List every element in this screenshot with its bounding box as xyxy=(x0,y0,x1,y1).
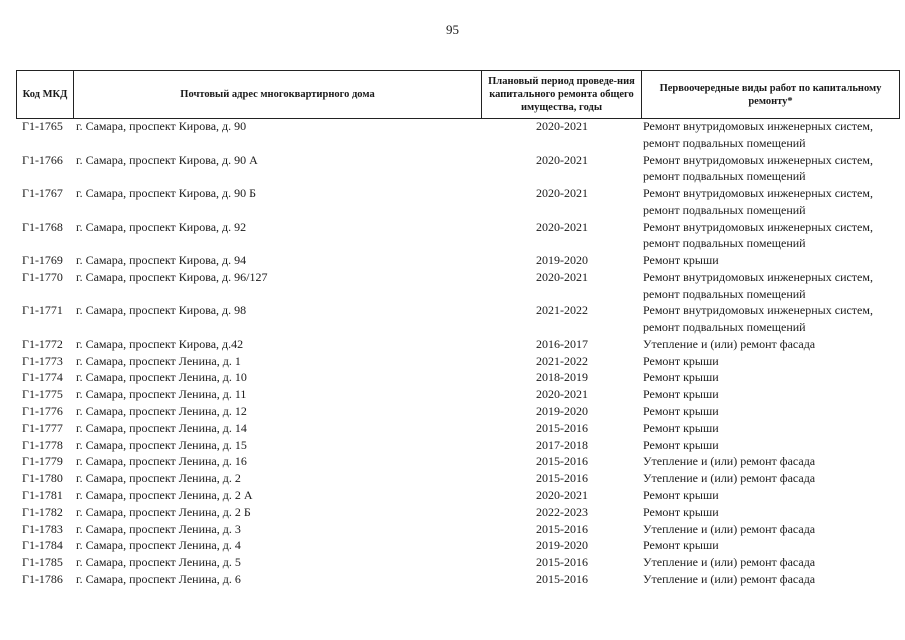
page-number: 95 xyxy=(446,22,459,37)
cell-code: Г1-1771 xyxy=(22,303,63,318)
cell-period: 2015-2016 xyxy=(536,454,588,469)
cell-address: г. Самара, проспект Ленина, д. 5 xyxy=(76,555,241,570)
cell-works: Утепление и (или) ремонт фасада xyxy=(643,555,816,570)
table-row xyxy=(0,219,905,253)
table-row xyxy=(0,554,905,571)
header-code: Код МКД xyxy=(16,71,73,118)
cell-period: 2020-2021 xyxy=(536,186,588,200)
cell-works: Ремонт крыши xyxy=(643,437,719,452)
cell-code: Г1-1779 xyxy=(22,454,63,469)
table-row xyxy=(0,118,905,152)
cell-works: Ремонт крыши xyxy=(643,403,719,418)
cell-address: г. Самара, проспект Ленина, д. 4 xyxy=(76,538,241,553)
cell-period: 2020-2021 xyxy=(536,152,588,167)
cell-works: Ремонт внутридомовых инженерных систем, ремонт подвальных помещений xyxy=(643,152,873,184)
cell-period: 2021-2022 xyxy=(536,303,588,318)
cell-code: Г1-1778 xyxy=(22,437,63,452)
table-row xyxy=(0,504,905,521)
cell-address: г. Самара, проспект Ленина, д. 16 xyxy=(76,454,247,469)
cell-period: 2015-2016 xyxy=(536,555,588,570)
cell-period: 2019-2020 xyxy=(536,403,588,418)
table-row xyxy=(0,487,905,504)
cell-code: Г1-1784 xyxy=(22,538,63,553)
cell-code: Г1-1767 xyxy=(22,186,63,200)
cell-address: г. Самара, проспект Ленина, д. 1 xyxy=(76,353,241,368)
cell-works: Ремонт внутридомовых инженерных систем, ремонт подвальных помещений xyxy=(643,186,873,217)
table-row xyxy=(0,302,905,336)
cell-works: Ремонт крыши xyxy=(643,387,719,402)
cell-period: 2020-2021 xyxy=(536,487,588,502)
header-period: Плановый период проведе-ния капитального ремонта общего имущества, годы xyxy=(481,71,641,118)
cell-period: 2015-2016 xyxy=(536,521,588,536)
cell-address: г. Самара, проспект Ленина, д. 14 xyxy=(76,420,247,435)
cell-code: Г1-1769 xyxy=(22,253,63,267)
table-row xyxy=(0,336,905,353)
cell-address: г. Самара, проспект Ленина, д. 12 xyxy=(76,403,247,418)
cell-address: г. Самара, проспект Ленина, д. 10 xyxy=(76,370,247,385)
table-row xyxy=(0,571,905,588)
cell-works: Ремонт крыши xyxy=(643,353,719,368)
cell-period: 2019-2020 xyxy=(536,253,588,267)
cell-code: Г1-1773 xyxy=(22,353,63,368)
cell-works: Ремонт крыши xyxy=(643,504,719,519)
cell-address: г. Самара, проспект Ленина, д. 2 Б xyxy=(76,504,251,519)
cell-address: г. Самара, проспект Кирова, д. 96/127 xyxy=(76,269,268,284)
cell-works: Утепление и (или) ремонт фасада xyxy=(643,454,816,469)
table-row xyxy=(0,185,905,219)
cell-code: Г1-1780 xyxy=(22,471,63,486)
cell-works: Ремонт внутридомовых инженерных систем, ремонт подвальных помещений xyxy=(643,303,873,335)
cell-period: 2017-2018 xyxy=(536,437,588,452)
cell-address: г. Самара, проспект Кирова, д. 90 А xyxy=(76,152,258,167)
cell-code: Г1-1782 xyxy=(22,504,63,519)
cell-code: Г1-1781 xyxy=(22,487,63,502)
cell-address: г. Самара, проспект Кирова, д. 92 xyxy=(76,219,247,234)
cell-address: г. Самара, проспект Кирова, д. 98 xyxy=(76,303,247,318)
cell-address: г. Самара, проспект Ленина, д. 2 xyxy=(76,471,241,486)
cell-address: г. Самара, проспект Ленина, д. 6 xyxy=(76,571,241,586)
cell-code: Г1-1786 xyxy=(22,571,63,586)
cell-address: г. Самара, проспект Кирова, д. 94 xyxy=(76,253,247,267)
table-row xyxy=(0,420,905,437)
table-row xyxy=(0,369,905,386)
cell-code: Г1-1765 xyxy=(22,119,63,133)
cell-works: Ремонт крыши xyxy=(643,487,719,502)
cell-code: Г1-1777 xyxy=(22,420,63,435)
table-row xyxy=(0,470,905,487)
cell-works: Ремонт крыши xyxy=(643,420,719,435)
cell-period: 2015-2016 xyxy=(536,571,588,586)
cell-address: г. Самара, проспект Ленина, д. 2 А xyxy=(76,487,253,502)
table-body xyxy=(0,118,905,588)
header-address: Почтовый адрес многоквартирного дома xyxy=(73,71,481,118)
cell-period: 2022-2023 xyxy=(536,504,588,519)
table-header xyxy=(16,70,900,119)
table-row xyxy=(0,252,905,269)
cell-works: Ремонт внутридомовых инженерных систем, ремонт подвальных помещений xyxy=(643,219,873,251)
cell-period: 2015-2016 xyxy=(536,471,588,486)
cell-works: Ремонт крыши xyxy=(643,253,719,267)
cell-code: Г1-1774 xyxy=(22,370,63,385)
cell-code: Г1-1768 xyxy=(22,219,63,234)
cell-works: Утепление и (или) ремонт фасада xyxy=(643,336,816,351)
cell-period: 2020-2021 xyxy=(536,387,588,402)
cell-period: 2015-2016 xyxy=(536,420,588,435)
header-works: Первоочередные виды работ по капитальному ремонту* xyxy=(641,71,900,118)
cell-works: Утепление и (или) ремонт фасада xyxy=(643,521,816,536)
cell-period: 2018-2019 xyxy=(536,370,588,385)
table-row xyxy=(0,386,905,403)
cell-period: 2021-2022 xyxy=(536,353,588,368)
cell-period: 2020-2021 xyxy=(536,269,588,284)
cell-code: Г1-1783 xyxy=(22,521,63,536)
table-row xyxy=(0,521,905,538)
cell-address: г. Самара, проспект Ленина, д. 11 xyxy=(76,387,247,402)
table-row xyxy=(0,269,905,303)
cell-period: 2020-2021 xyxy=(536,119,588,133)
cell-works: Ремонт внутридомовых инженерных систем, ремонт подвальных помещений xyxy=(643,269,873,301)
cell-code: Г1-1775 xyxy=(22,387,63,402)
table-row xyxy=(0,537,905,554)
cell-code: Г1-1766 xyxy=(22,152,63,167)
cell-code: Г1-1772 xyxy=(22,336,63,351)
cell-code: Г1-1770 xyxy=(22,269,63,284)
cell-period: 2016-2017 xyxy=(536,336,588,351)
cell-address: г. Самара, проспект Ленина, д. 3 xyxy=(76,521,241,536)
cell-address: г. Самара, проспект Кирова, д. 90 xyxy=(76,119,247,133)
cell-period: 2020-2021 xyxy=(536,219,588,234)
cell-address: г. Самара, проспект Кирова, д.42 xyxy=(76,336,244,351)
cell-works: Утепление и (или) ремонт фасада xyxy=(643,471,816,486)
table-row xyxy=(0,353,905,370)
cell-code: Г1-1785 xyxy=(22,555,63,570)
cell-address: г. Самара, проспект Кирова, д. 90 Б xyxy=(76,186,257,200)
table-row xyxy=(0,152,905,186)
cell-address: г. Самара, проспект Ленина, д. 15 xyxy=(76,437,247,452)
cell-works: Ремонт крыши xyxy=(643,538,719,553)
table-row xyxy=(0,403,905,420)
table-row xyxy=(0,453,905,470)
table-row xyxy=(0,437,905,454)
cell-works: Ремонт крыши xyxy=(643,370,719,385)
cell-period: 2019-2020 xyxy=(536,538,588,553)
cell-code: Г1-1776 xyxy=(22,403,63,418)
cell-works: Ремонт внутридомовых инженерных систем, ремонт подвальных помещений xyxy=(643,119,873,150)
cell-works: Утепление и (или) ремонт фасада xyxy=(643,571,816,586)
